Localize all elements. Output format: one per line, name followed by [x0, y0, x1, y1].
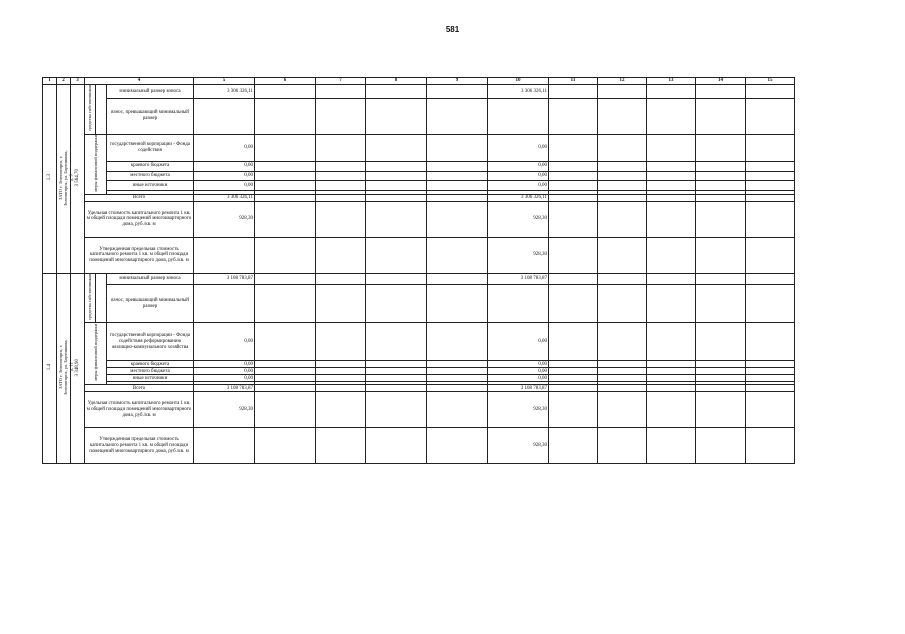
table-row [43, 194, 795, 201]
value-cell: 3 306 326,11 [488, 85, 549, 99]
row-label: минимальный размер взноса [107, 273, 194, 284]
value-cell: 928,30 [194, 201, 255, 237]
table-row [43, 98, 795, 134]
area-cell: 3 348,90 [71, 273, 85, 464]
value-cell: 0,00 [488, 161, 549, 171]
table-row [43, 181, 795, 191]
table-row [43, 161, 795, 171]
value-cell: 928,30 [488, 392, 549, 428]
row-label: государственной корпорации - Фонда содействия реформированию жилищно-коммунального хозяйства [107, 323, 194, 361]
value-cell: 0,00 [194, 171, 255, 181]
table-row [43, 285, 795, 323]
table-row [43, 171, 795, 181]
row-label: Утвержденная предельная стоимость капитального ремонта 1 кв. м общей площади помещений многоквартирного дома, руб./кв. м [85, 237, 194, 273]
table-row [43, 201, 795, 237]
value-cell: 3 306 326,11 [194, 194, 255, 201]
row-label: Удельная стоимость капитального ремонта 1 кв. м общей площади помещений многоквартирного дома, руб./кв. м [85, 201, 194, 237]
header-cell: 5 [194, 78, 255, 85]
table-row [43, 273, 795, 284]
header-cell: 11 [549, 78, 598, 85]
row-label: Утвержденная предельная стоимость капитального ремонта 1 кв. м общей площади помещений многоквартирного дома, руб./кв. м [85, 428, 194, 464]
value-cell: 0,00 [194, 361, 255, 368]
header-cell: 4 [85, 78, 194, 85]
table-row [43, 237, 795, 273]
header-cell: 12 [598, 78, 647, 85]
table-row [43, 323, 795, 361]
value-cell: 3 306 326,11 [488, 194, 549, 201]
table-row [43, 361, 795, 368]
row-label: Удельная стоимость капитального ремонта 1 кв. м общей площади помещений многоквартирного дома, руб./кв. м [85, 392, 194, 428]
header-cell: 2 [57, 78, 71, 85]
table-row [43, 368, 795, 375]
header-cell: 9 [427, 78, 488, 85]
row-label: минимальный размер взноса [107, 85, 194, 99]
value-cell: 0,00 [488, 375, 549, 382]
header-cell: 8 [366, 78, 427, 85]
group-support: меры финансовой поддержки [85, 323, 107, 385]
table-row [43, 375, 795, 382]
row-label: Всего [85, 385, 194, 392]
value-cell: 0,00 [194, 134, 255, 161]
value-cell: 0,00 [488, 134, 549, 161]
group-own-funds-sub [96, 273, 107, 323]
page-number: 581 [445, 25, 460, 34]
value-cell: 3 108 783,87 [488, 385, 549, 392]
column-number-row [43, 78, 795, 85]
row-label: краевого бюджета [107, 361, 194, 368]
row-label: местного бюджета [107, 171, 194, 181]
item-index-cell: 1.3 [43, 85, 57, 274]
value-cell: 928,30 [488, 237, 549, 273]
value-cell: 0,00 [488, 368, 549, 375]
row-label: государственной корпорации - Фонда содействия [107, 134, 194, 161]
value-cell: 0,00 [488, 171, 549, 181]
table-row [43, 428, 795, 464]
area-cell: 3 564,70 [71, 85, 85, 274]
header-cell: 10 [488, 78, 549, 85]
item-index-cell: 1.4 [43, 273, 57, 464]
value-cell: 0,00 [194, 181, 255, 191]
value-cell: 928,30 [488, 201, 549, 237]
value-cell: 3 108 783,87 [488, 273, 549, 284]
value-cell: 0,00 [488, 323, 549, 361]
value-cell: 3 306 326,11 [194, 85, 255, 99]
value-cell: 3 108 783,87 [194, 385, 255, 392]
header-cell: 1 [43, 78, 57, 85]
table-row [43, 85, 795, 99]
group-own-funds-sub [96, 85, 107, 135]
header-cell: 6 [255, 78, 316, 85]
table-row [43, 134, 795, 161]
row-label: местного бюджета [107, 368, 194, 375]
header-cell: 3 [71, 78, 85, 85]
table-row [43, 385, 795, 392]
value-cell: 0,00 [194, 375, 255, 382]
group-own-funds: средства собственников [85, 273, 96, 323]
row-label: взнос, превышающий минимальный размер [107, 285, 194, 323]
group-support: меры финансовой поддержки [85, 134, 107, 194]
table-row [43, 392, 795, 428]
address-cell: ЗАТО г. Зеленогорск, г. Зеленогорск, ул. Бортникова, д. 9 [57, 85, 71, 274]
header-cell: 15 [746, 78, 795, 85]
row-label: иные источники [107, 375, 194, 382]
value-cell: 0,00 [194, 368, 255, 375]
value-cell: 0,00 [194, 161, 255, 171]
capital-repair-table [42, 77, 795, 464]
header-cell: 14 [696, 78, 746, 85]
value-cell: 928,30 [194, 392, 255, 428]
value-cell: 0,00 [488, 181, 549, 191]
row-label: Всего [85, 194, 194, 201]
value-cell: 928,30 [488, 428, 549, 464]
row-label: взнос, превышающий минимальный размер [107, 98, 194, 134]
header-cell: 7 [316, 78, 366, 85]
row-label: краевого бюджета [107, 161, 194, 171]
address-cell: ЗАТО г. Зеленогорск, г. Зеленогорск, ул. Бортникова, д. 11 [57, 273, 71, 464]
value-cell: 0,00 [194, 323, 255, 361]
header-cell: 13 [647, 78, 696, 85]
group-own-funds: средства собственников [85, 85, 96, 135]
value-cell: 0,00 [488, 361, 549, 368]
value-cell: 3 108 783,87 [194, 273, 255, 284]
row-label: иные источники [107, 181, 194, 191]
